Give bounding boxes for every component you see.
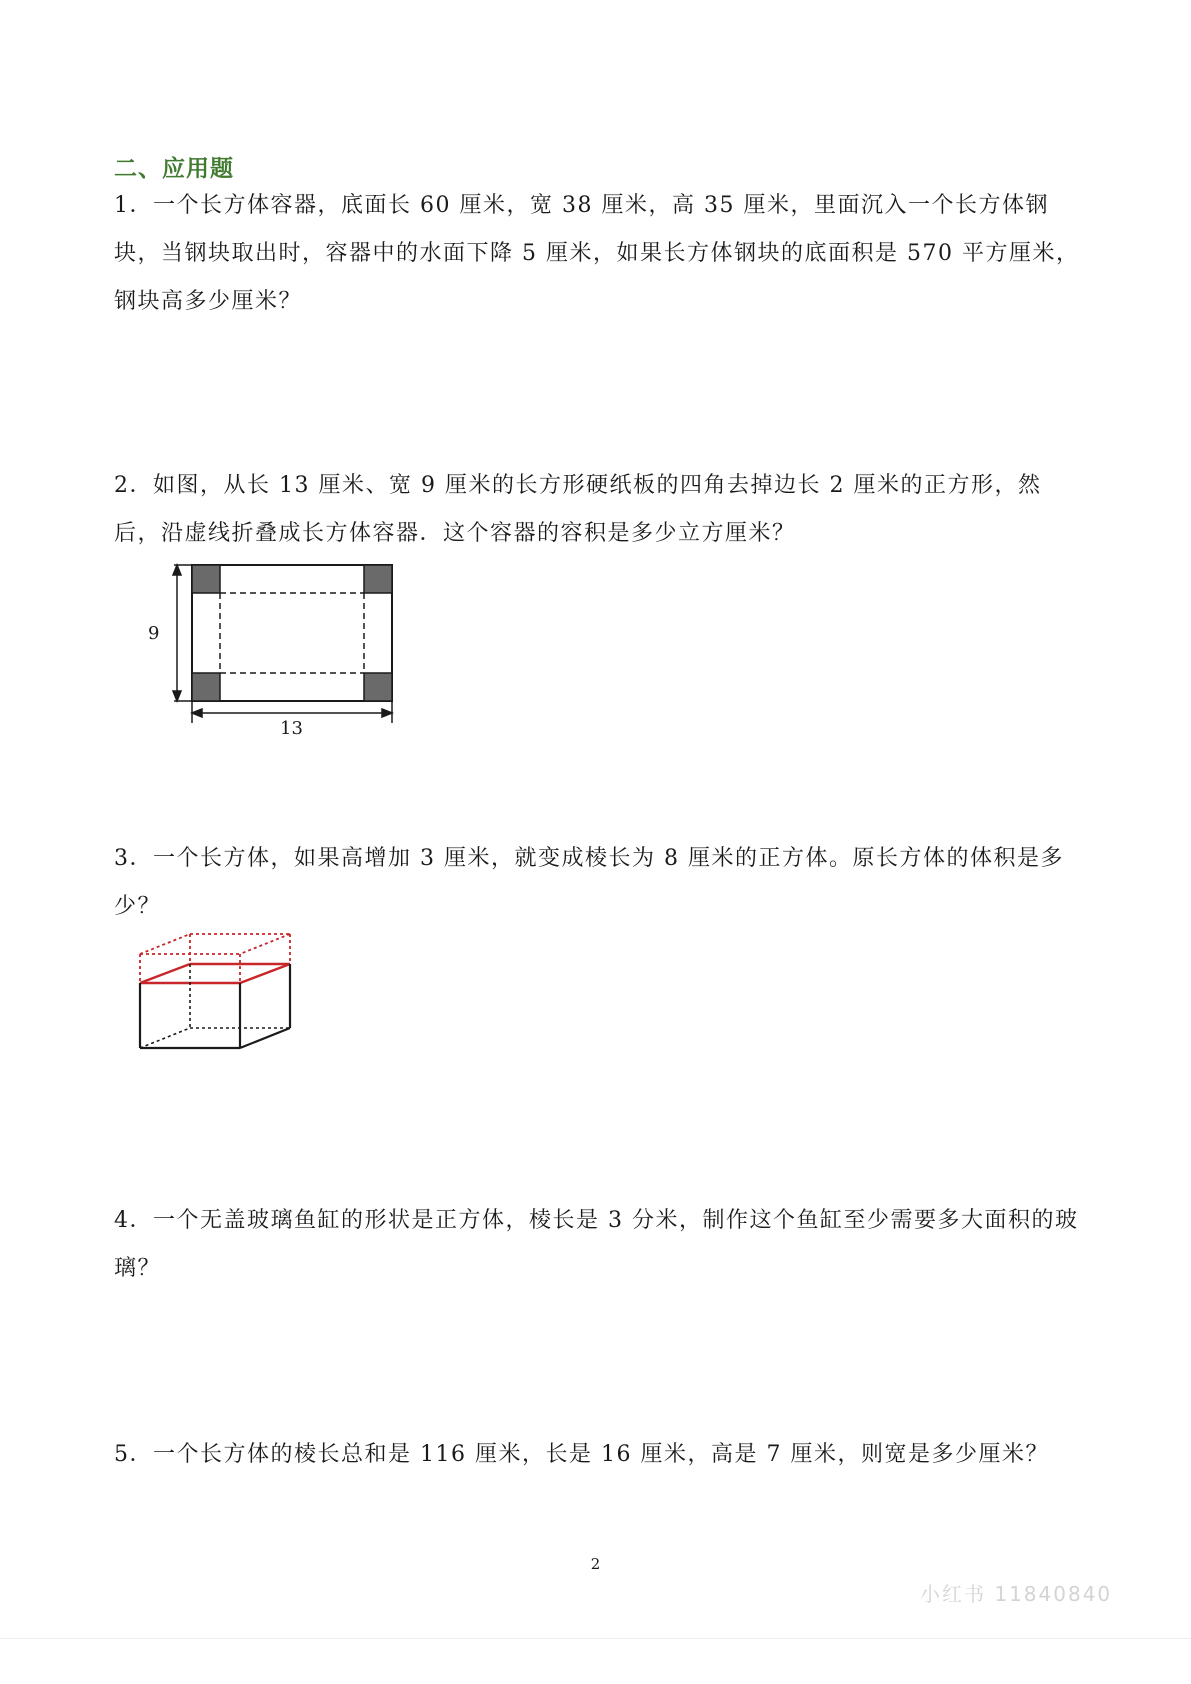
cardboard-figure — [140, 565, 410, 739]
question-2: 2．如图，从长 13 厘米、宽 9 厘米的长方形硬纸板的四角去掉边长 2 厘米的正方形，然后，沿虚线折叠成长方体容器．这个容器的容积是多少立方厘米？ — [114, 473, 1042, 546]
fold-lines — [220, 593, 364, 673]
height-label: 9 — [148, 623, 160, 644]
width-label: 13 — [280, 718, 303, 739]
cardboard-outline — [192, 565, 392, 701]
hidden-edges — [140, 964, 290, 1048]
question-4: 4．一个无盖玻璃鱼缸的形状是正方体，棱长是 3 分米，制作这个鱼缸至少需要多大面积的玻璃？ — [114, 1208, 1079, 1281]
page-number: 2 — [590, 1555, 601, 1573]
cuboid-figure — [140, 928, 300, 1054]
original-cuboid — [140, 964, 290, 1048]
corner-square-bottom-left — [192, 673, 220, 701]
question-5: 5．一个长方体的棱长总和是 116 厘米，长是 16 厘米，高是 7 厘米，则宽是多少厘米？ — [114, 1442, 1049, 1467]
bottom-divider — [0, 1638, 1191, 1639]
section-title: 二、应用题 — [114, 156, 234, 182]
corner-square-top-right — [364, 565, 392, 593]
question-1: 1．一个长方体容器，底面长 60 厘米，宽 38 厘米，高 35 厘米，里面沉入一个长方体钢块，当钢块取出时，容器中的水面下降 5 厘米，如果长方体钢块的底面积是 570 平方厘米，钢块高多少厘米？ — [114, 193, 1080, 314]
corner-square-bottom-right — [364, 673, 392, 701]
height-dimension-arrow — [173, 565, 192, 701]
original-top-face — [140, 964, 290, 983]
question-3: 3．一个长方体，如果高增加 3 厘米，就变成棱长为 8 厘米的正方体。原长方体的体积是多少？ — [114, 846, 1064, 919]
watermark-text: 小红书 11840840 — [920, 1582, 1113, 1606]
corner-square-top-left — [192, 565, 220, 593]
